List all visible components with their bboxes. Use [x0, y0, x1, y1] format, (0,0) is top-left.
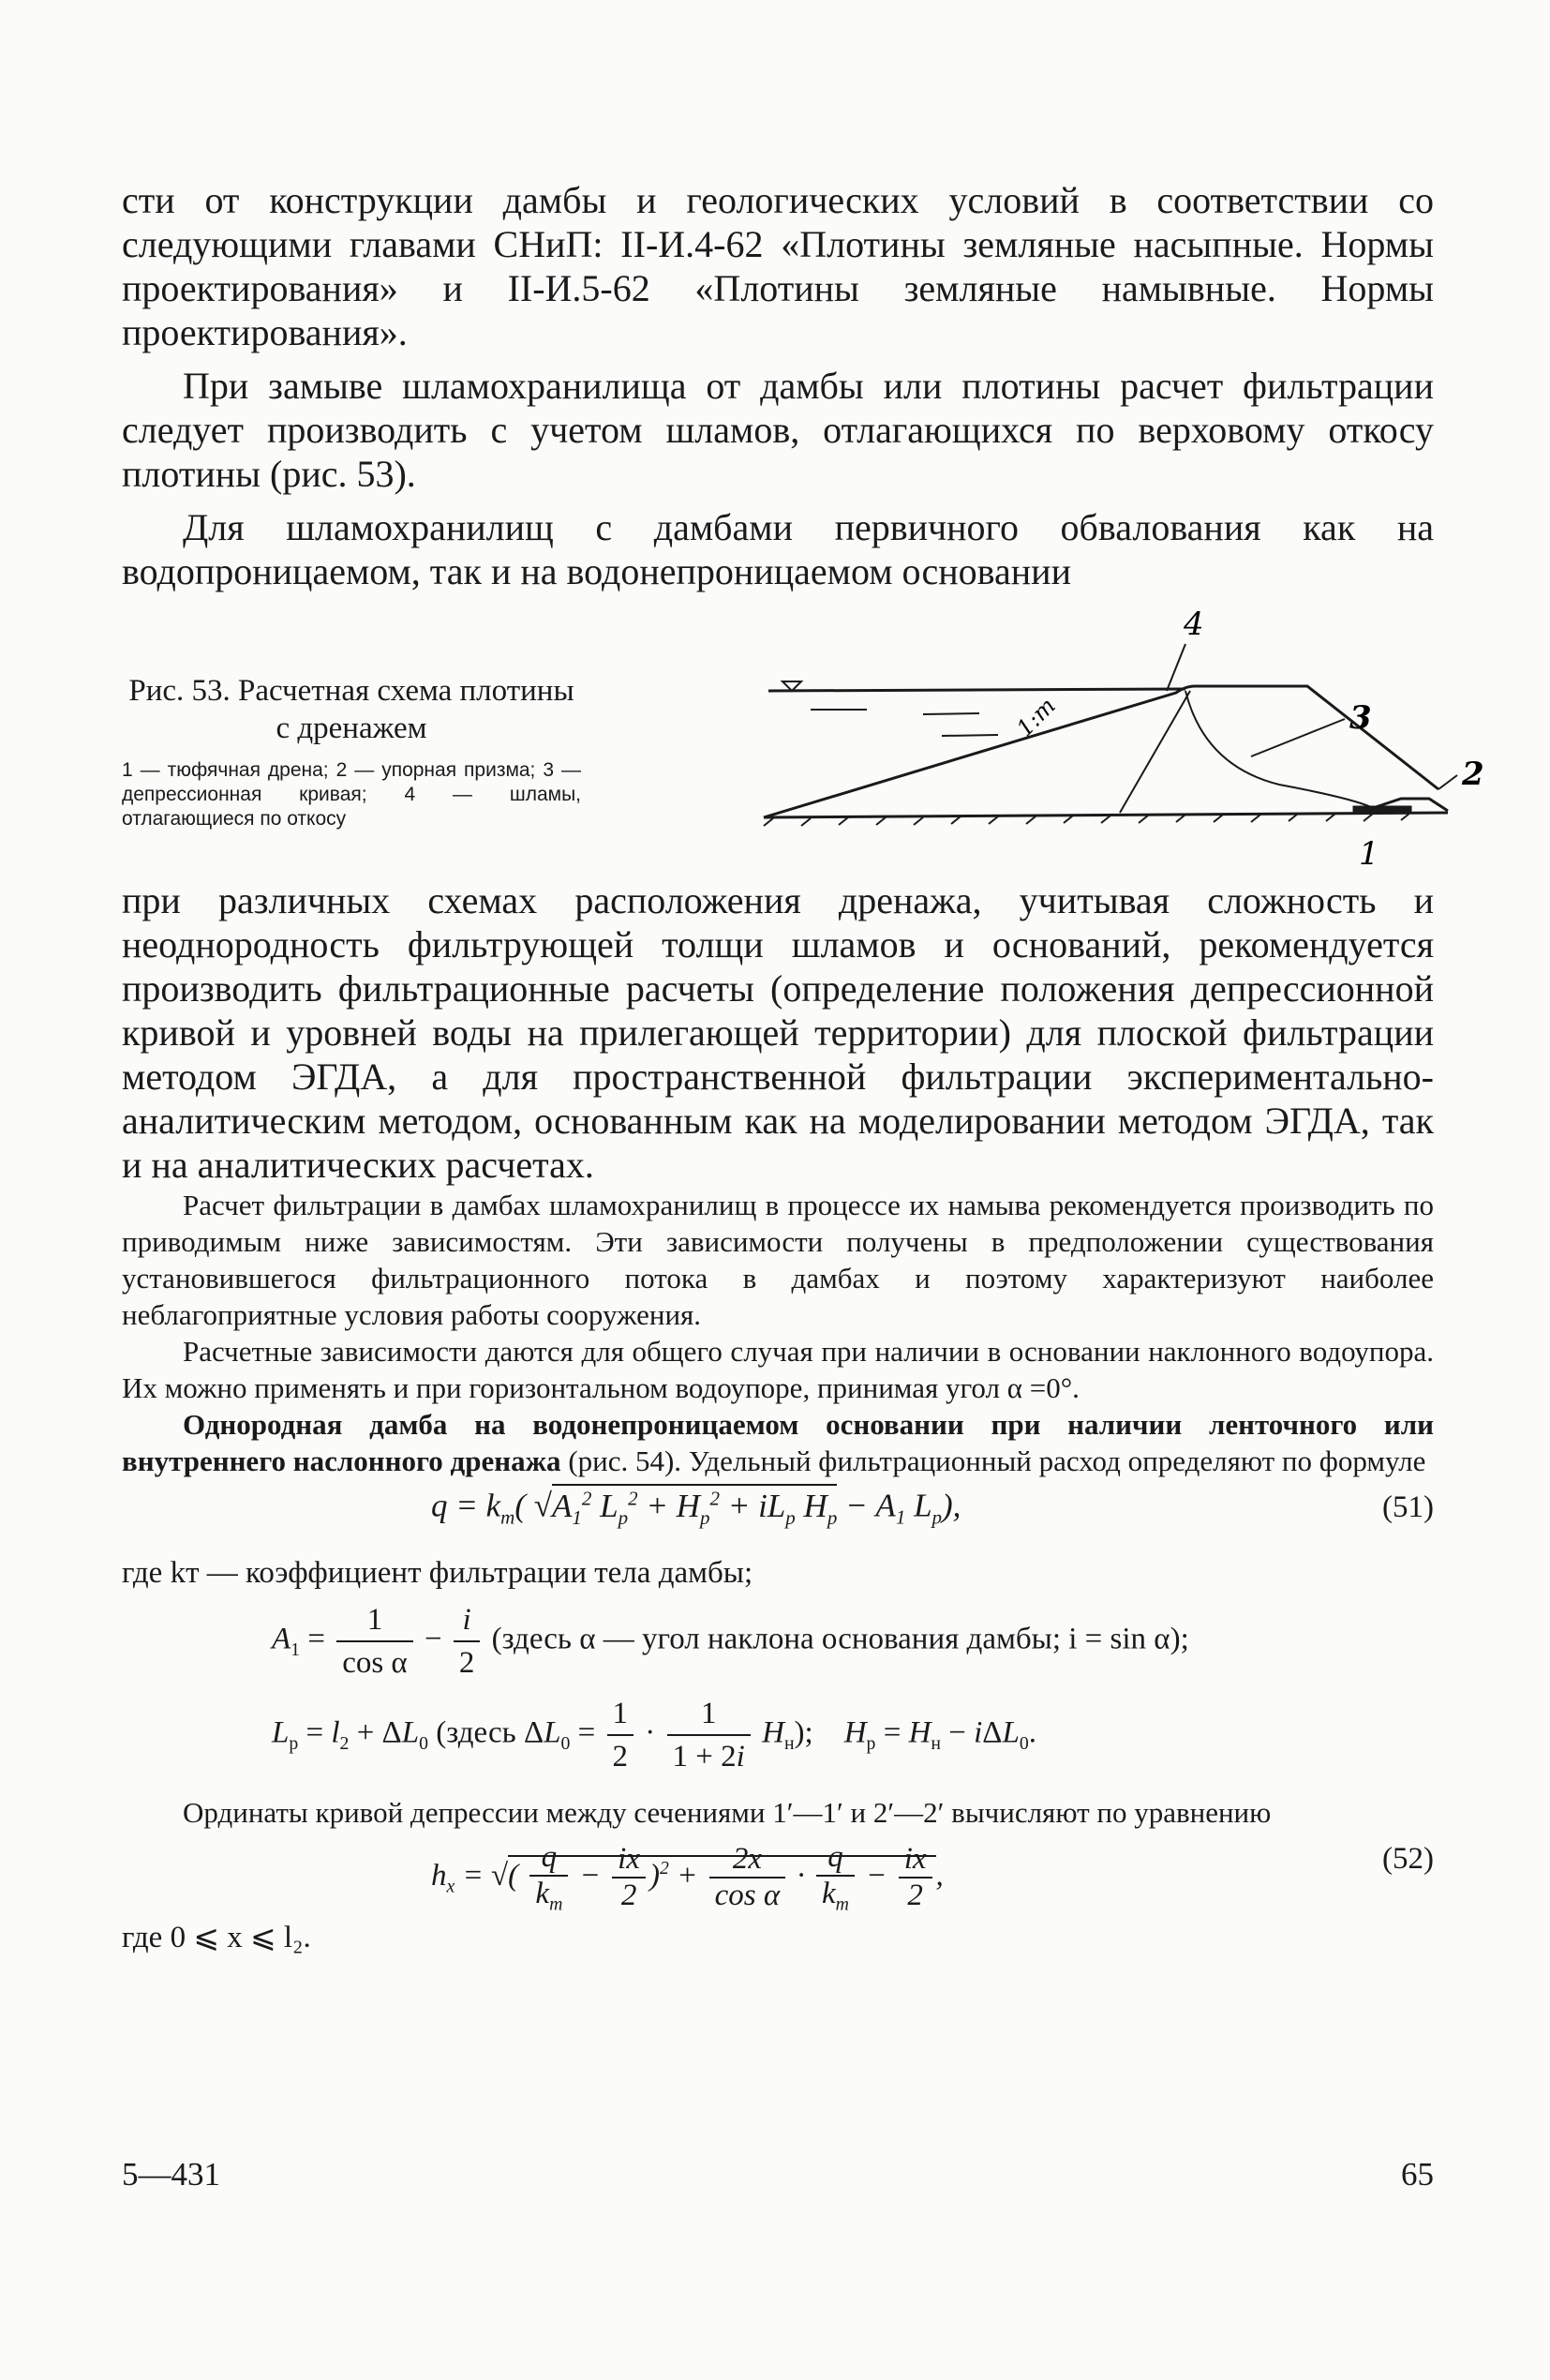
where-x: где 0 ⩽ x ⩽ l₂. — [122, 1921, 311, 1954]
equation-52-body: $h_x$ = √( $\frac{q}{k_т}$ − $\frac{ix}{2}$ )$^2$ + $\frac{2x}{\text{cos α}}$ · $\frac{q}{k_т}$ − $\frac{ix}{2}$ , — [431, 1840, 944, 1915]
where-kt: где kт — коэффициент фильтрации тела дамбы; — [122, 1556, 753, 1590]
equation-51-number: (51) — [1382, 1490, 1434, 1524]
figure-title: Рис. 53. Расчетная схема плотины с дренажем — [128, 674, 574, 745]
label-2: 2 — [1462, 756, 1484, 793]
paragraph-egda: при различных схемах расположения дренажа, учитывая сложность и неоднородность фильтрующей толщи шламов и оснований, рекомендуется производить фильтрационные расчеты (определение положения депрессионной кривой и уровней воды на прилегающей территории) для плоской фильтрации методом ЭГДА, а для пространственной фильтрации экспериментально-аналитическим методом, основанным как на моделировании методом ЭГДА, так и на аналитических расчетах. — [122, 879, 1434, 1186]
equation-a1: $A_1$ = $\frac{1}{\text{cos α}}$ − $\frac{i}{2}$ (здесь α — угол наклона основания дамбы; i = sin α); — [272, 1599, 1434, 1684]
page-body — [122, 178, 1484, 1958]
equation-lp: $L_р = l_2 + \Delta L_0$ (здесь $\Delta L_0$ = $\frac{1}{2}$ · $\frac{1}{1 + 2i}$ $H_н$); $H_р = H_н - i\Delta L_0$. — [272, 1693, 1434, 1777]
a1-note: (здесь α — угол наклона основания дамбы; i = sin α); — [491, 1622, 1189, 1656]
label-3: 3 — [1349, 699, 1372, 737]
dam-diagram — [623, 597, 1484, 878]
paragraph-slurry: При замыве шламохранилища от дамбы или плотины расчет фильтрации следует производить с учетом шламов, отлагающихся по верховому откосу плотины (рис. 53). — [122, 365, 1434, 495]
paragraph-homogeneous-dam — [122, 1406, 1434, 1479]
depression-curve — [1185, 691, 1373, 808]
paragraph-ordinates: Ординаты кривой депрессии между сечениями 1′—1′ и 2′—2′ вычисляют по уравнению — [183, 1796, 1272, 1829]
footer-signature: 5—431 — [122, 2156, 220, 2193]
equation-52-number: (52) — [1382, 1842, 1434, 1876]
page-number: 65 — [1401, 2156, 1434, 2193]
paragraph-calc: Расчет фильтрации в дамбах шламохранилищ в процессе их намыва рекомендуется производить по приводимым ниже зависимостям. Эти зависимости получены в предположении существования установившегося фильтрационного потока в дамбах и поэтому характеризуют наиболее неблагоприятные условия работы сооружения. — [122, 1189, 1434, 1331]
paragraph-continued: сти от конструкции дамбы и геологических условий в соответствии со следующими главами СНиП: II-И.4-62 «Плотины земляные насыпные. Нормы проектирования» и II-И.5-62 «Плотины земляные намывные. Нормы проектирования». — [122, 179, 1434, 353]
paragraph-dependencies: Расчетные зависимости даются для общего случая при наличии в основании наклонного водоупора. Их можно применять и при горизонтальном водоупоре, принимая угол α =0°. — [122, 1335, 1434, 1404]
section-rest: (рис. 54). Удельный фильтрационный расход определяют по формуле — [560, 1444, 1426, 1477]
label-4: 4 — [1184, 606, 1204, 643]
drain-mat — [1354, 807, 1410, 813]
lp-note: здесь — [446, 1715, 516, 1750]
figure-53 — [122, 597, 1484, 878]
ground-line — [764, 813, 1448, 817]
figure-legend: 1 — тюфячная дрена; 2 — упорная призма; 3 — депрессионная кривая; 4 — шламы, отлагающиеся по откосу — [122, 759, 581, 830]
figure-caption — [122, 672, 581, 831]
label-1: 1 — [1359, 835, 1379, 873]
paragraph-dams: Для шламохранилищ с дамбами первичного обвалования как на водопроницаемом, так и на водонепроницаемом основании — [122, 506, 1434, 592]
label-slope: 1:m — [1011, 692, 1061, 742]
equation-51 — [122, 1479, 1434, 1552]
water-level — [768, 689, 1185, 691]
equation-51-body: $q = k_т$( $√A_1^2$ $L_р^2 + H_р^2 + iL_р$ $H_р - A_1$ $L_р$), — [431, 1487, 961, 1530]
equation-52 — [122, 1831, 1434, 1917]
section-lead: Однородная дамба на водонепроницаемом основании при наличии ленточного или внутреннего наслонного дренажа — [122, 1408, 1434, 1477]
